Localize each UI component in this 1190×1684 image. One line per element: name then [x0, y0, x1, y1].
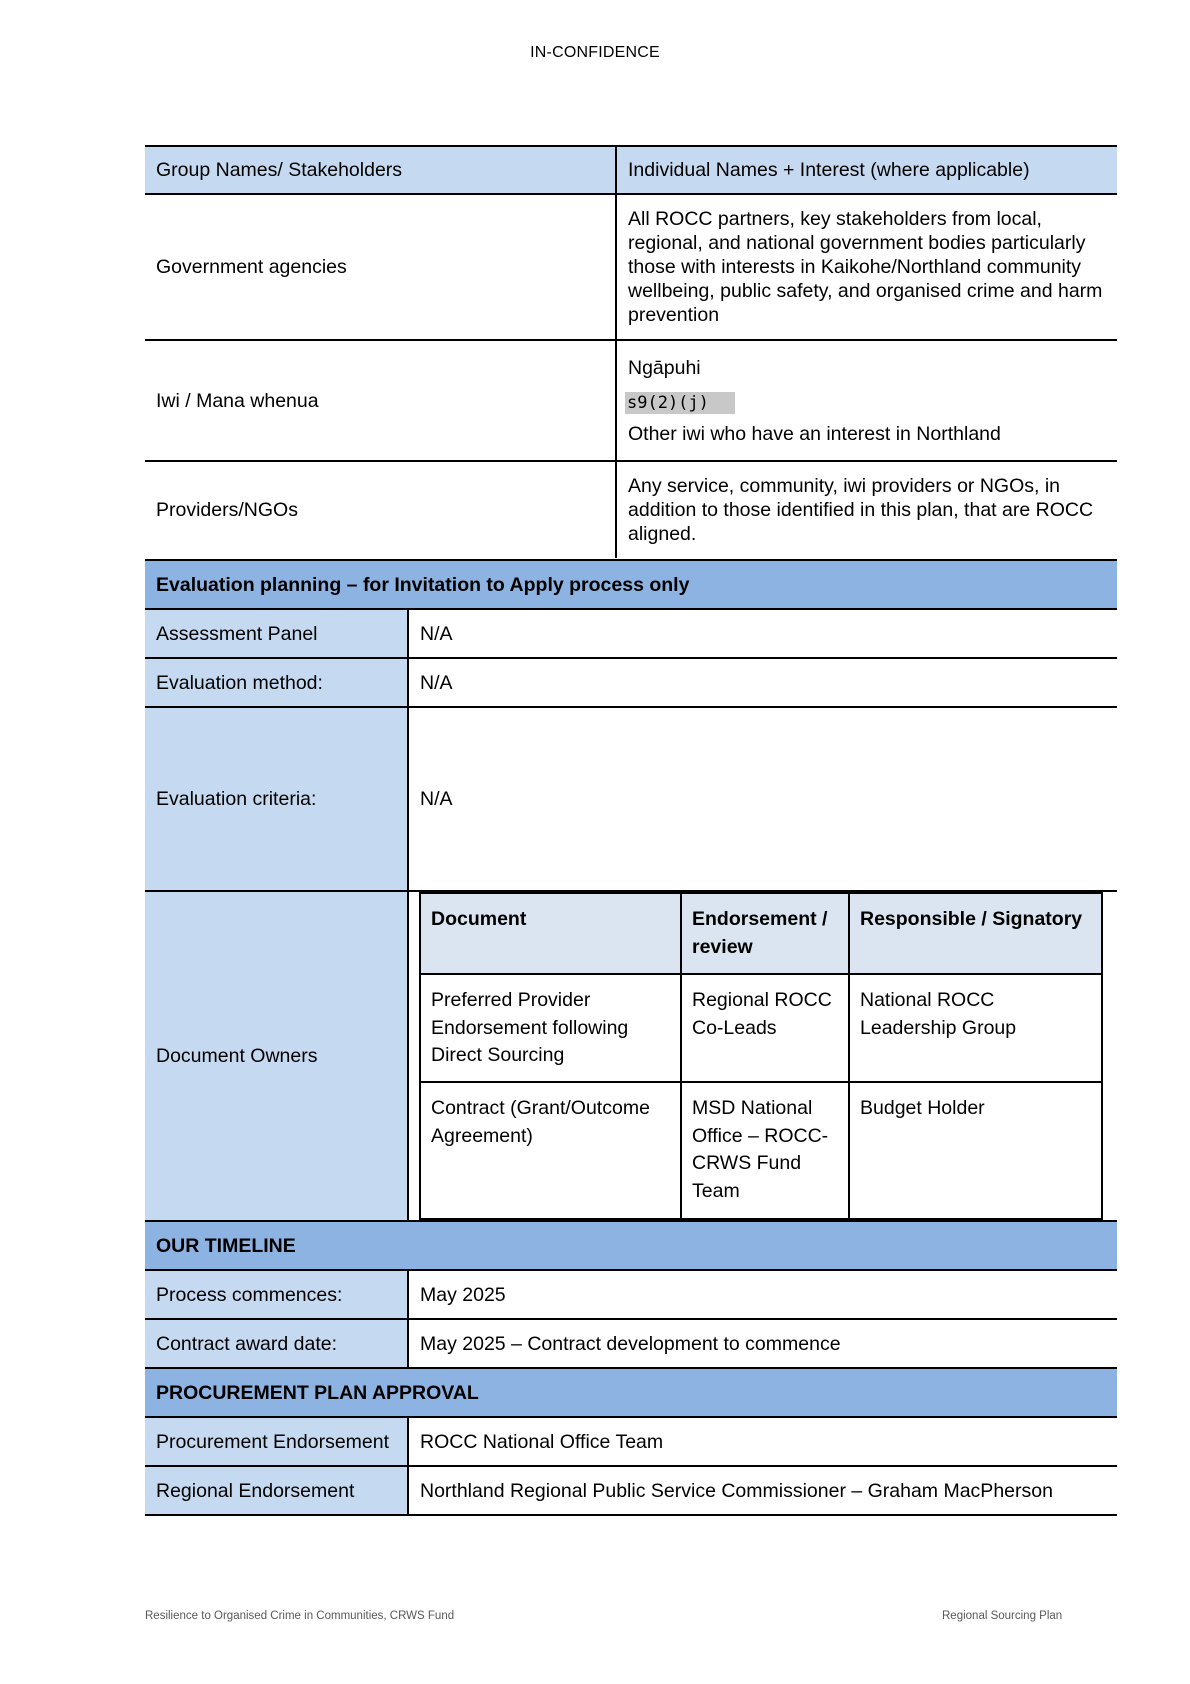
footer-right: Regional Sourcing Plan — [942, 1610, 1063, 1622]
regional-endorsement-value: Northland Regional Public Service Commissioner – Graham MacPherson — [408, 1466, 1117, 1515]
responsible-header: Responsible / Signatory — [849, 893, 1102, 974]
timeline-section-row — [145, 1221, 1117, 1270]
stakeholder-row — [145, 461, 1117, 558]
evaluation-section-row — [145, 560, 1117, 609]
individual-names-header: Individual Names + Interest (where applicable) — [616, 146, 1117, 194]
contract-award-row — [145, 1319, 1117, 1368]
contract-award-value: May 2025 – Contract development to commence — [408, 1319, 1117, 1368]
evaluation-table — [145, 559, 1117, 1516]
process-commences-row — [145, 1270, 1117, 1319]
procurement-endorsement-value: ROCC National Office Team — [408, 1417, 1117, 1466]
procurement-endorsement-row — [145, 1417, 1117, 1466]
document-owners-row-item — [420, 974, 1102, 1082]
evaluation-method-label: Evaluation method: — [145, 658, 408, 707]
endorsement-header: Endorsement / review — [681, 893, 849, 974]
stakeholder-interest — [616, 340, 1117, 461]
document-owners-cell — [408, 891, 1117, 1221]
stakeholder-row — [145, 340, 1117, 461]
evaluation-method-value: N/A — [408, 658, 1117, 707]
document-owners-label: Document Owners — [145, 891, 408, 1221]
document-owners-table — [419, 892, 1103, 1220]
evaluation-method-row — [145, 658, 1117, 707]
stakeholders-table — [145, 145, 1117, 558]
evaluation-criteria-value: N/A — [408, 707, 1117, 891]
document-endorsement: MSD National Office – ROCC-CRWS Fund Team — [681, 1082, 849, 1219]
stakeholder-interest: Any service, community, iwi providers or NGOs, in addition to those identified in this plan, that are ROCC aligned. — [628, 475, 1094, 545]
document-name: Preferred Provider Endorsement following Direct Sourcing — [420, 974, 681, 1082]
document-header: Document — [420, 893, 681, 974]
document-name: Contract (Grant/Outcome Agreement) — [420, 1082, 681, 1219]
evaluation-criteria-row — [145, 707, 1117, 891]
approval-section-row — [145, 1368, 1117, 1417]
stakeholder-group: Providers/NGOs — [145, 461, 616, 558]
redaction-mark: s9(2)(j) — [625, 392, 735, 414]
group-names-header: Group Names/ Stakeholders — [145, 146, 616, 194]
stakeholder-interest: All ROCC partners, key stakeholders from local, regional, and national government bodies particularly those with interests in Kaikohe/Northland community wellbeing, public safety, and organised crime and harm prevention — [616, 194, 1117, 340]
regional-endorsement-row — [145, 1466, 1117, 1515]
document-responsible: National ROCC Leadership Group — [849, 974, 1102, 1082]
stakeholder-group: Government agencies — [145, 194, 616, 340]
stakeholder-row — [145, 194, 1117, 340]
document-responsible: Budget Holder — [849, 1082, 1102, 1219]
document-owners-header-row — [420, 893, 1102, 974]
regional-endorsement-label: Regional Endorsement — [145, 1466, 408, 1515]
document-owners-row-item — [420, 1082, 1102, 1219]
procurement-endorsement-label: Procurement Endorsement — [145, 1417, 408, 1466]
assessment-panel-value: N/A — [408, 609, 1117, 658]
assessment-panel-label: Assessment Panel — [145, 609, 408, 658]
evaluation-section-title: Evaluation planning – for Invitation to Apply process only — [145, 560, 1117, 609]
process-commences-label: Process commences: — [145, 1270, 408, 1319]
iwi-other: Other iwi who have an interest in Northland — [628, 422, 1001, 445]
timeline-section-title: OUR TIMELINE — [145, 1221, 1117, 1270]
evaluation-criteria-label: Evaluation criteria: — [145, 707, 408, 891]
footer-left: Resilience to Organised Crime in Communities, CRWS Fund — [145, 1610, 455, 1622]
approval-section-title: PROCUREMENT PLAN APPROVAL — [145, 1368, 1117, 1417]
stakeholder-group: Iwi / Mana whenua — [145, 340, 616, 461]
document-endorsement: Regional ROCC Co-Leads — [681, 974, 849, 1082]
iwi-name: Ngāpuhi — [628, 356, 701, 379]
stakeholders-header-row — [145, 146, 1117, 194]
classification-header: IN-CONFIDENCE — [530, 44, 660, 61]
document-owners-row — [145, 891, 1117, 1221]
assessment-panel-row — [145, 609, 1117, 658]
process-commences-value: May 2025 — [408, 1270, 1117, 1319]
contract-award-label: Contract award date: — [145, 1319, 408, 1368]
